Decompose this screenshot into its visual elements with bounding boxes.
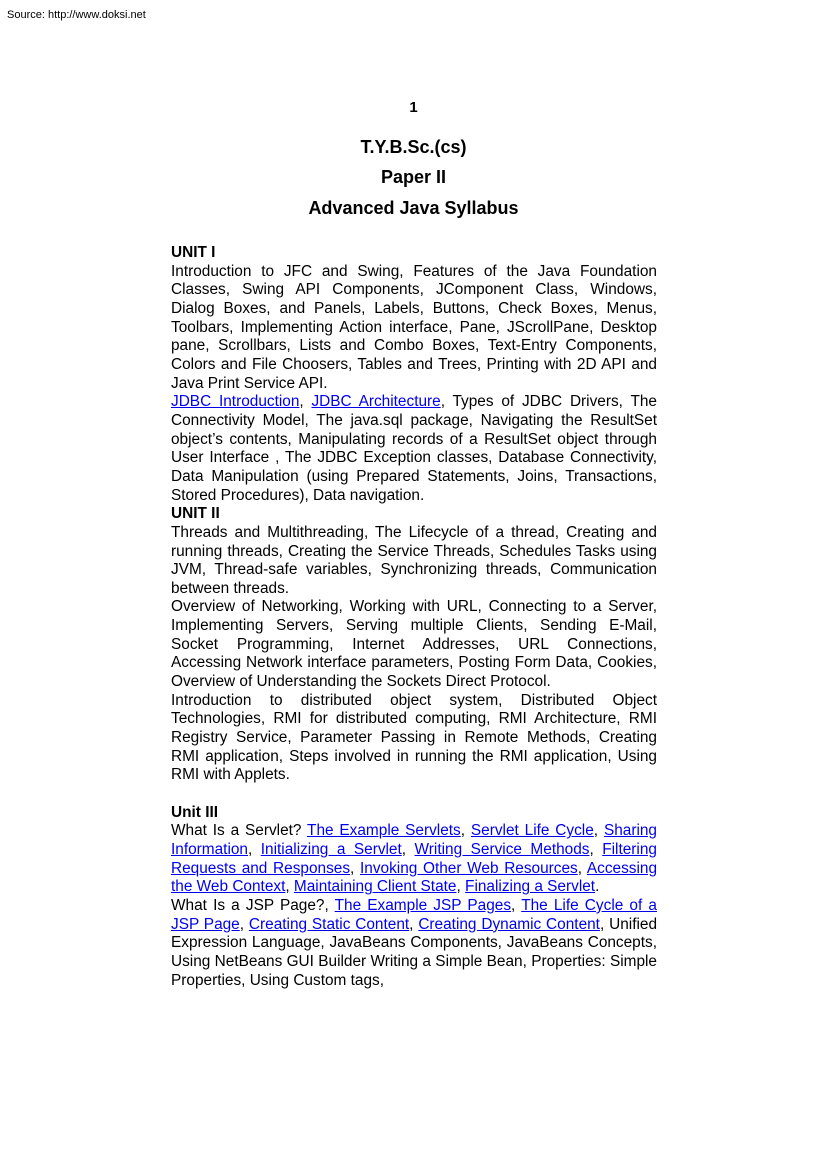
source-note: Source: http://www.doksi.net [7, 9, 146, 21]
separator: , [409, 915, 419, 933]
writing-service-methods-link[interactable]: Writing Service Methods [414, 840, 590, 858]
example-servlets-link[interactable]: The Example Servlets [307, 822, 461, 840]
separator: , [577, 859, 587, 877]
unit2-heading: UNIT II [171, 505, 220, 523]
unit2-paragraph-rmi: Introduction to distributed object system, Distributed Object Technologies, RMI for distributed computing, RMI Architecture, RMI Registry Service, Parameter Passing in Remote Methods, Creating RMI application, Steps involved in running the RMI application, Using RMI with Applets. [171, 691, 657, 784]
unit2-paragraph-networking: Overview of Networking, Working with URL, Connecting to a Server, Implementing Servers, Serving multiple Clients, Sending E-Mail, Socket Programming, Internet Addresses, URL Connections, Accessing Network interface parameters, Posting Form Data, Cookies, Overview of Understanding the Sockets Direct Protocol. [171, 598, 657, 691]
period: . [595, 878, 600, 896]
creating-dynamic-content-link[interactable]: Creating Dynamic Content [418, 915, 600, 933]
separator: , [456, 878, 466, 896]
course-title: T.Y.B.Sc.(cs) [360, 137, 467, 157]
unit3-heading: Unit III [171, 803, 219, 821]
example-jsp-pages-link[interactable]: The Example JSP Pages [334, 896, 512, 914]
jdbc-architecture-link[interactable]: JDBC Architecture [311, 393, 441, 411]
syllabus-title: Advanced Java Syllabus [308, 198, 519, 218]
unit1-paragraph-swing: Introduction to JFC and Swing, Features of the Java Foundation Classes, Swing API Components, JComponent Class, Windows, Dialog Boxes, and Panels, Labels, Buttons, Check Boxes, Menus, Toolbars, Implementing Action interface, Pane, JScrollPane, Desktop pane, Scrollbars, Lists and Combo Boxes, Text-Entry Components, Colors and File Choosers, Tables and Trees, Printing with 2D API and Java Print Service API. [171, 262, 657, 392]
unit3-paragraph-servlets [171, 822, 657, 897]
jdbc-introduction-link[interactable]: JDBC Introduction [171, 393, 300, 411]
initializing-servlet-link[interactable]: Initializing a Servlet [260, 840, 402, 858]
page-number: 1 [409, 99, 418, 116]
unit1-paragraph-jdbc [171, 393, 657, 505]
separator: , [239, 915, 249, 933]
jsp-intro-text: What Is a JSP Page?, [171, 896, 335, 914]
jsp-rest-text: , Unified Expression Language, JavaBeans Components, JavaBeans Concepts, Using NetBeans GUI Builder Writing a Simple Bean, Properties: Simple Properties, Using Custom tags, [171, 915, 658, 989]
accessing-web-context-link[interactable]: Accessing the Web Context [171, 859, 658, 896]
unit1-heading: UNIT I [171, 244, 216, 261]
separator: , [511, 896, 522, 914]
servlet-life-cycle-link[interactable]: Servlet Life Cycle [470, 822, 594, 840]
separator: , [299, 393, 312, 411]
section-spacer [171, 785, 657, 804]
maintaining-client-state-link[interactable]: Maintaining Client State [293, 878, 457, 896]
invoking-web-resources-link[interactable]: Invoking Other Web Resources [360, 859, 578, 877]
unit1-jdbc-text: , Types of JDBC Drivers, The Connectivity Model, The java.sql package, Navigating the ResultSet object’s contents, Manipulating records of a ResultSet object through User Interface , The JDBC Exception classes, Database Connectivity, Data Manipulation (using Prepared Statements, Joins, Transactions, Stored Procedures), Data navigation. [171, 393, 657, 504]
unit3-paragraph-jsp [171, 897, 657, 990]
separator: , [460, 822, 471, 840]
creating-static-content-link[interactable]: Creating Static Content [248, 915, 410, 933]
separator: , [350, 859, 360, 877]
separator: , [248, 840, 261, 858]
separator: , [589, 840, 603, 858]
sharing-information-link[interactable]: Sharing Information [171, 822, 657, 858]
jsp-life-cycle-link[interactable]: The Life Cycle of a JSP Page [171, 896, 657, 933]
separator: , [401, 840, 415, 858]
unit2-paragraph-threads: Threads and Multithreading, The Lifecycle of a thread, Creating and running threads, Creating the Service Threads, Schedules Tasks using JVM, Thread-safe variables, Synchronizing threads, Communication between threads. [171, 523, 657, 597]
separator: , [285, 878, 294, 896]
syllabus-content [171, 244, 657, 990]
finalizing-servlet-link[interactable]: Finalizing a Servlet [465, 878, 596, 896]
filtering-requests-link[interactable]: Filtering Requests and Responses [171, 840, 657, 877]
separator: , [593, 822, 604, 840]
servlet-intro-text: What Is a Servlet? [171, 822, 308, 840]
paper-title: Paper II [380, 167, 447, 187]
